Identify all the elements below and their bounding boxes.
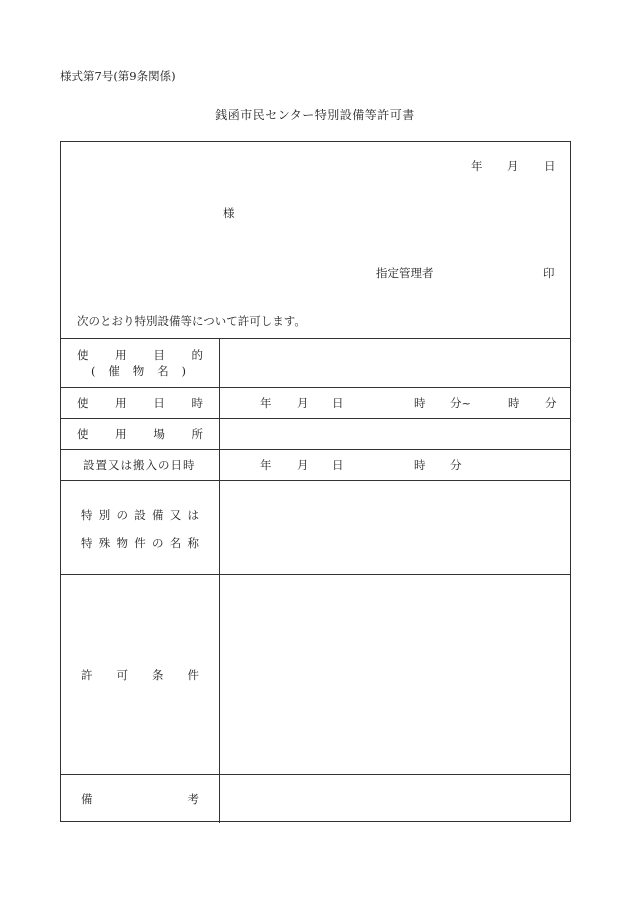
row-divider — [61, 480, 570, 481]
install-day: 日 — [332, 458, 344, 472]
date-month-label: 月 — [507, 159, 519, 173]
row-divider — [61, 774, 570, 775]
event-name-label: ( 催 物 名 ) — [91, 364, 186, 378]
date-year-label: 年 — [471, 159, 483, 173]
permit-form-table — [60, 141, 571, 822]
equipment-label-line1: 特 別 の 設 備 又 は — [81, 508, 199, 522]
addressee-honorific: 様 — [223, 206, 235, 220]
date-day-label: 日 — [544, 159, 556, 173]
install-hour: 時 — [414, 458, 426, 472]
datetime-end-hour: 時 — [508, 396, 520, 410]
seal-mark: 印 — [543, 266, 555, 280]
remarks-label: 備 考 — [81, 792, 199, 806]
datetime-hour: 時 — [414, 396, 426, 410]
datetime-minute-to: 分~ — [450, 396, 472, 410]
document-title: 銭函市民センター特別設備等許可書 — [215, 108, 415, 122]
row-divider — [61, 574, 570, 575]
row-divider — [61, 418, 570, 419]
datetime-end-minute: 分 — [545, 396, 557, 410]
datetime-label: 使 用 日 時 — [77, 396, 203, 410]
conditions-label: 許 可 条 件 — [81, 668, 199, 682]
install-datetime-label: 設置又は搬入の日時 — [83, 458, 196, 472]
equipment-label-line2: 特 殊 物 件 の 名 称 — [81, 536, 199, 550]
install-minute: 分 — [450, 458, 462, 472]
place-label: 使 用 場 所 — [77, 427, 203, 441]
form-number: 様式第7号(第9条関係) — [60, 69, 176, 83]
row-divider — [61, 338, 570, 339]
install-month: 月 — [297, 458, 309, 472]
permit-statement: 次のとおり特別設備等について許可します。 — [77, 314, 306, 328]
row-divider — [61, 387, 570, 388]
column-divider — [219, 338, 220, 823]
datetime-year: 年 — [260, 396, 272, 410]
install-year: 年 — [260, 458, 272, 472]
datetime-day: 日 — [332, 396, 344, 410]
row-divider — [61, 449, 570, 450]
purpose-label: 使 用 目 的 — [77, 348, 203, 362]
datetime-month: 月 — [297, 396, 309, 410]
issuer-label: 指定管理者 — [376, 266, 434, 280]
